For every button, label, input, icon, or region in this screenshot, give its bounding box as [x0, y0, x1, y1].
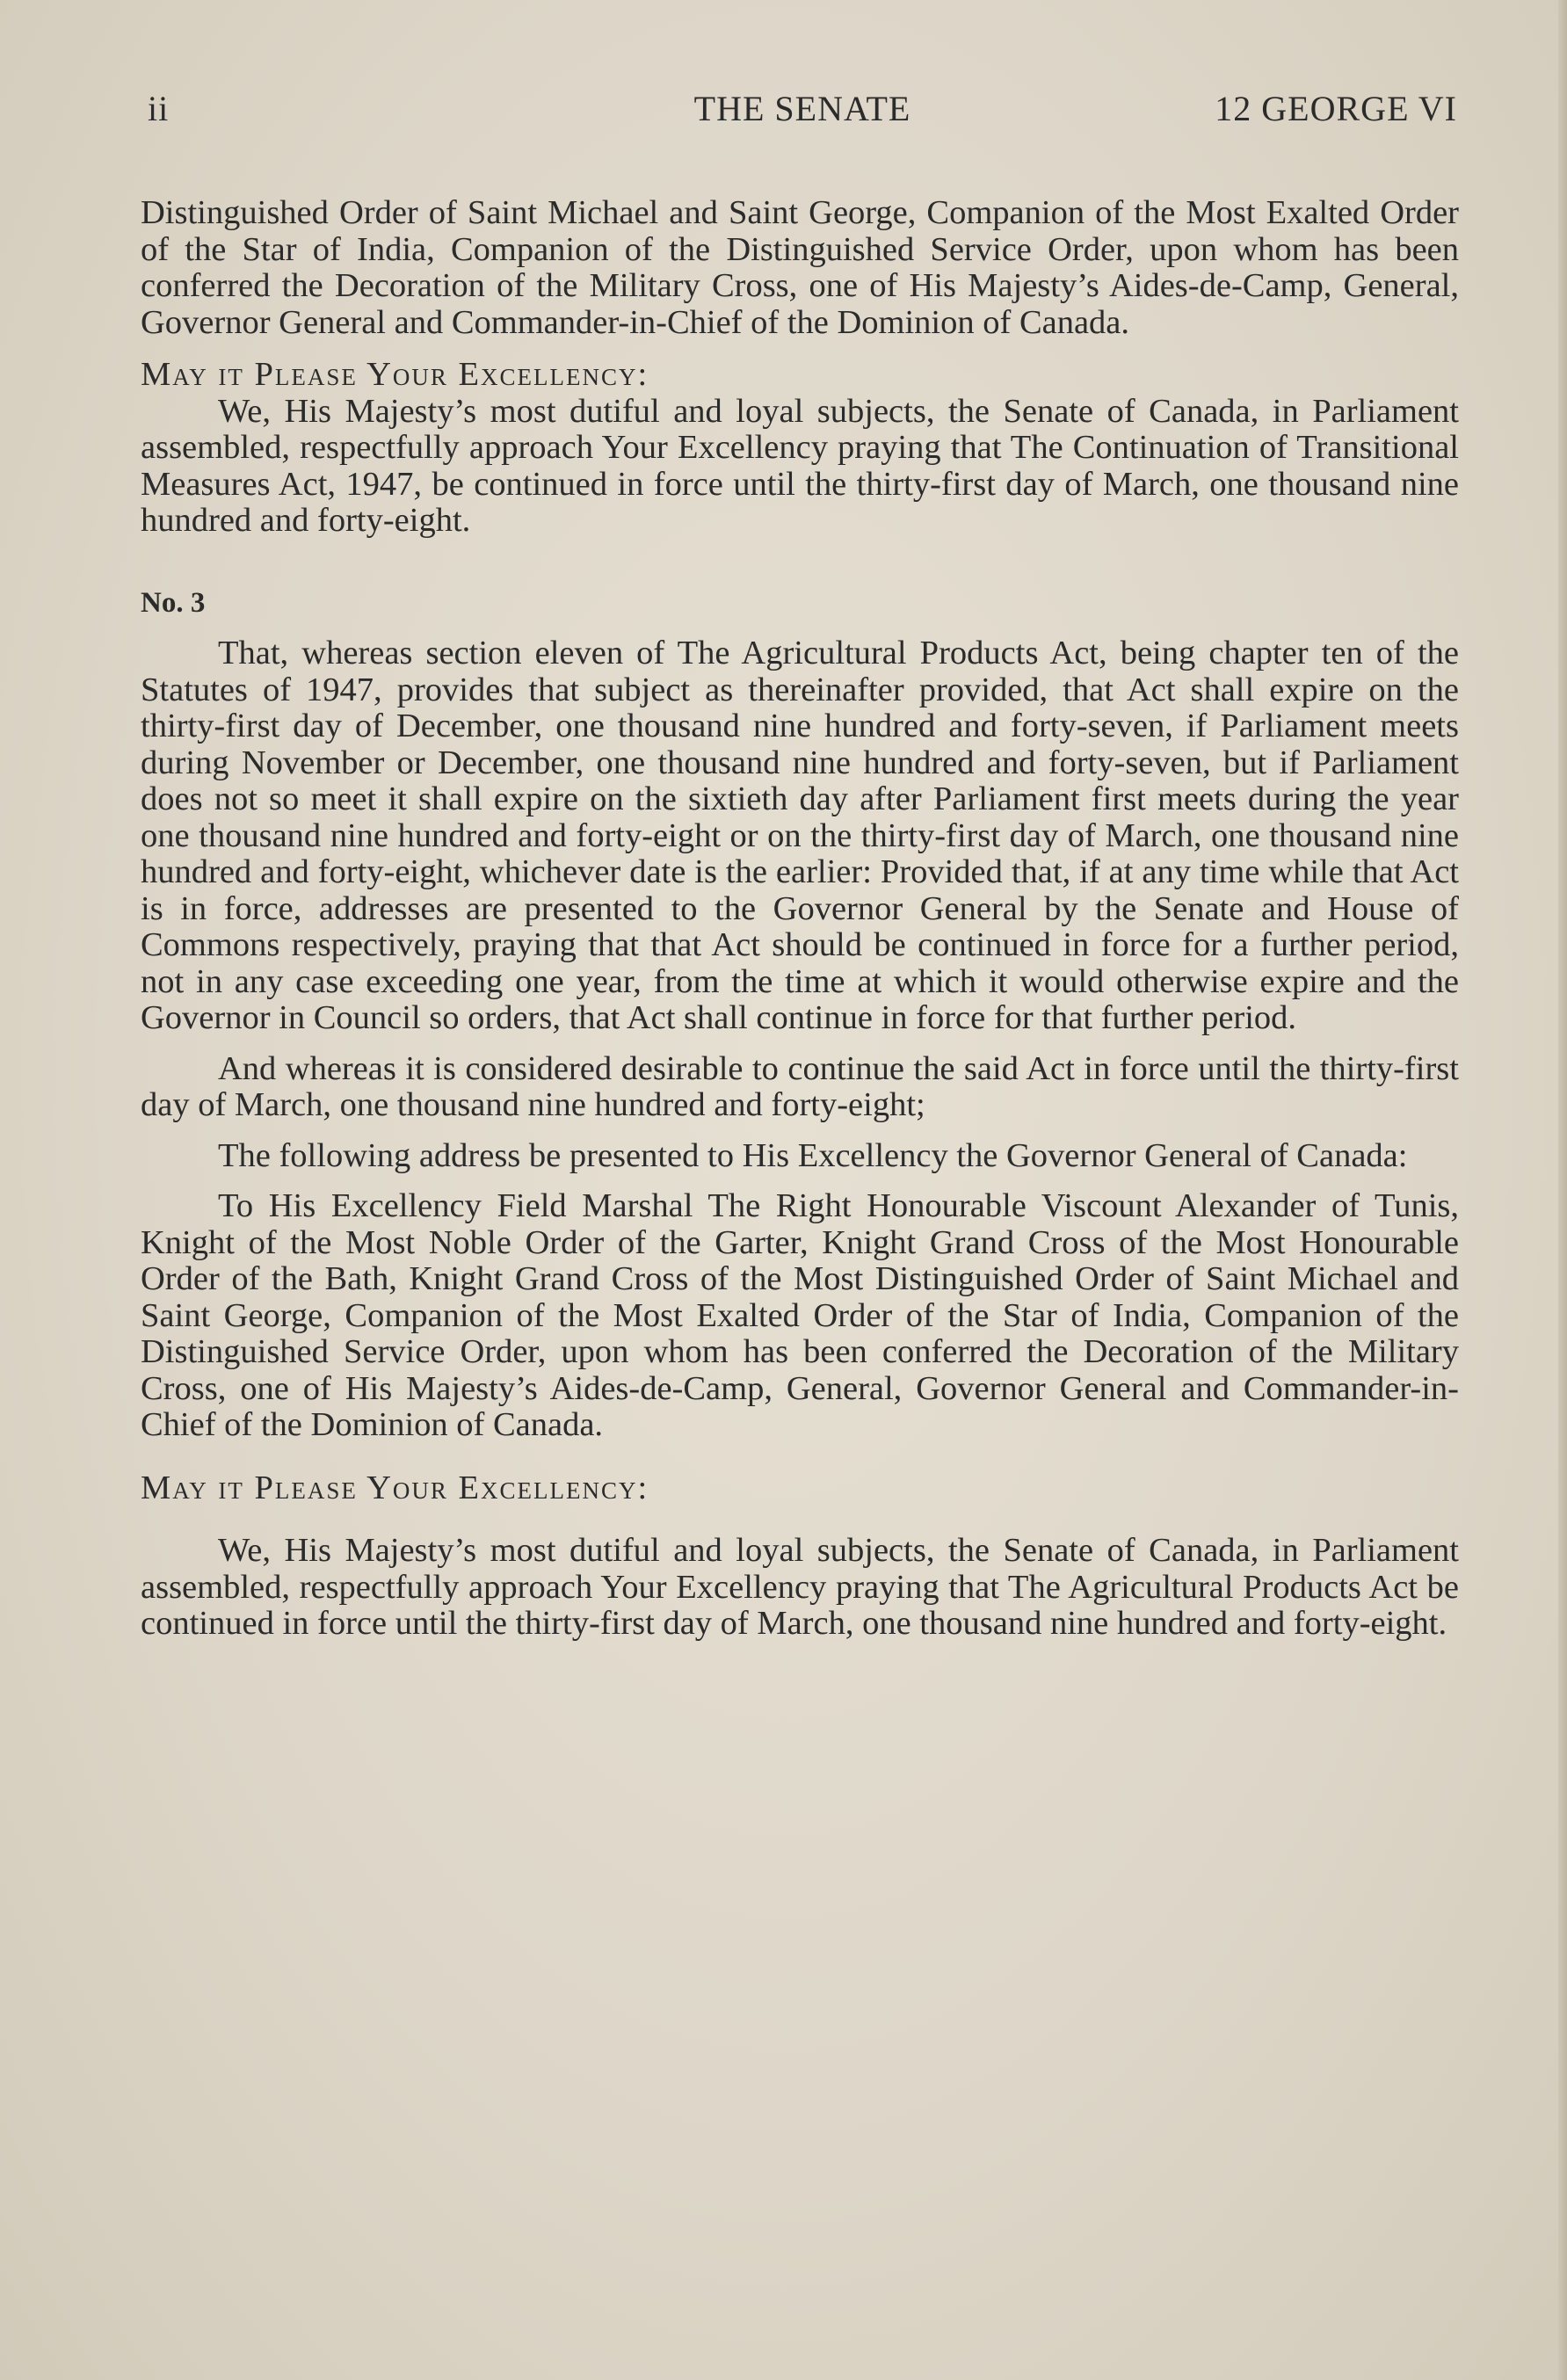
- salutation: May it Please Your Excellency:: [141, 356, 649, 393]
- paragraph-prayer-transitional: We, His Majesty’s most dutiful and loyal subjects, the Senate of Canada, in Parliament assembled, respectfully approach Your Excellency praying that The Continuation of Transitional Measures Act, 1947, be continued in force until the thirty-first day of March, one thousand nine hundred and forty-eight.: [141, 392, 1459, 539]
- paragraph-address-intro: The following address be presented to His Excellency the Governor General of Canada:: [218, 1136, 1408, 1174]
- page-number: ii: [148, 89, 170, 128]
- salutation-2: May it Please Your Excellency:: [141, 1469, 649, 1506]
- page-header: [148, 88, 1457, 141]
- page-edge: [1558, 0, 1567, 2380]
- paragraph-address-to: To His Excellency Field Marshal The Right Honourable Viscount Alexander of Tunis, Knight of the Most Noble Order of the Garter, Knight Grand Cross of the Most Honourable Order of the Bath, Knight Grand Cross of the Most Distinguished Order of Saint Michael and Saint George, Companion of the Most Exalted Order of the Star of India, Companion of the Distinguished Service Order, upon whom has been conferred the Decoration of the Military Cross, one of His Majesty’s Aides-de-Camp, General, Governor General and Commander-in-Chief of the Dominion of Canada.: [141, 1187, 1459, 1443]
- paragraph-whereas: That, whereas section eleven of The Agricultural Products Act, being chapter ten of the Statutes of 1947, provides that subject as thereinafter provided, that Act shall expire on the thirty-first day of December, one thousand nine hundred and forty-seven, if Parliament meets during November or December, one thousand nine hundred and forty-seven, but if Parliament does not so meet it shall expire on the sixtieth day after Parliament first meets during the year one thousand nine hundred and forty-eight or on the thirty-first day of March, one thousand nine hundred and forty-eight, whichever date is the earlier: Provided that, if at any time while that Act is in force, addresses are presented to the Governor General by the Senate and House of Commons respectively, praying that that Act should be continued in force for a further period, not in any case exceeding one year, from the time at which it would otherwise expire and the Governor in Council so orders, that Act shall continue in force for that further period.: [141, 635, 1459, 1036]
- paragraph-and-whereas: And whereas it is considered desirable to continue the said Act in force until the thirty-first day of March, one thousand nine hundred and forty-eight;: [141, 1049, 1459, 1123]
- paragraph-address-continued: Distinguished Order of Saint Michael and Saint George, Companion of the Most Exalted Order of the Star of India, Companion of the Distinguished Service Order, upon whom has been conferred the Decoration of the Military Cross, one of His Majesty’s Aides-de-Camp, General, Governor General and Commander-in-Chief of the Dominion of Canada.: [141, 194, 1459, 341]
- document-body: [141, 195, 1459, 1643]
- session-label: 12 GEORGE VI: [1215, 89, 1457, 128]
- section-number: No. 3: [141, 586, 206, 619]
- paragraph-prayer-agricultural: We, His Majesty’s most dutiful and loyal subjects, the Senate of Canada, in Parliament assembled, respectfully approach Your Excellency praying that The Agricultural Products Act be continued in force until the thirty-first day of March, one thousand nine hundred and forty-eight.: [141, 1532, 1459, 1642]
- running-title: THE SENATE: [693, 89, 911, 128]
